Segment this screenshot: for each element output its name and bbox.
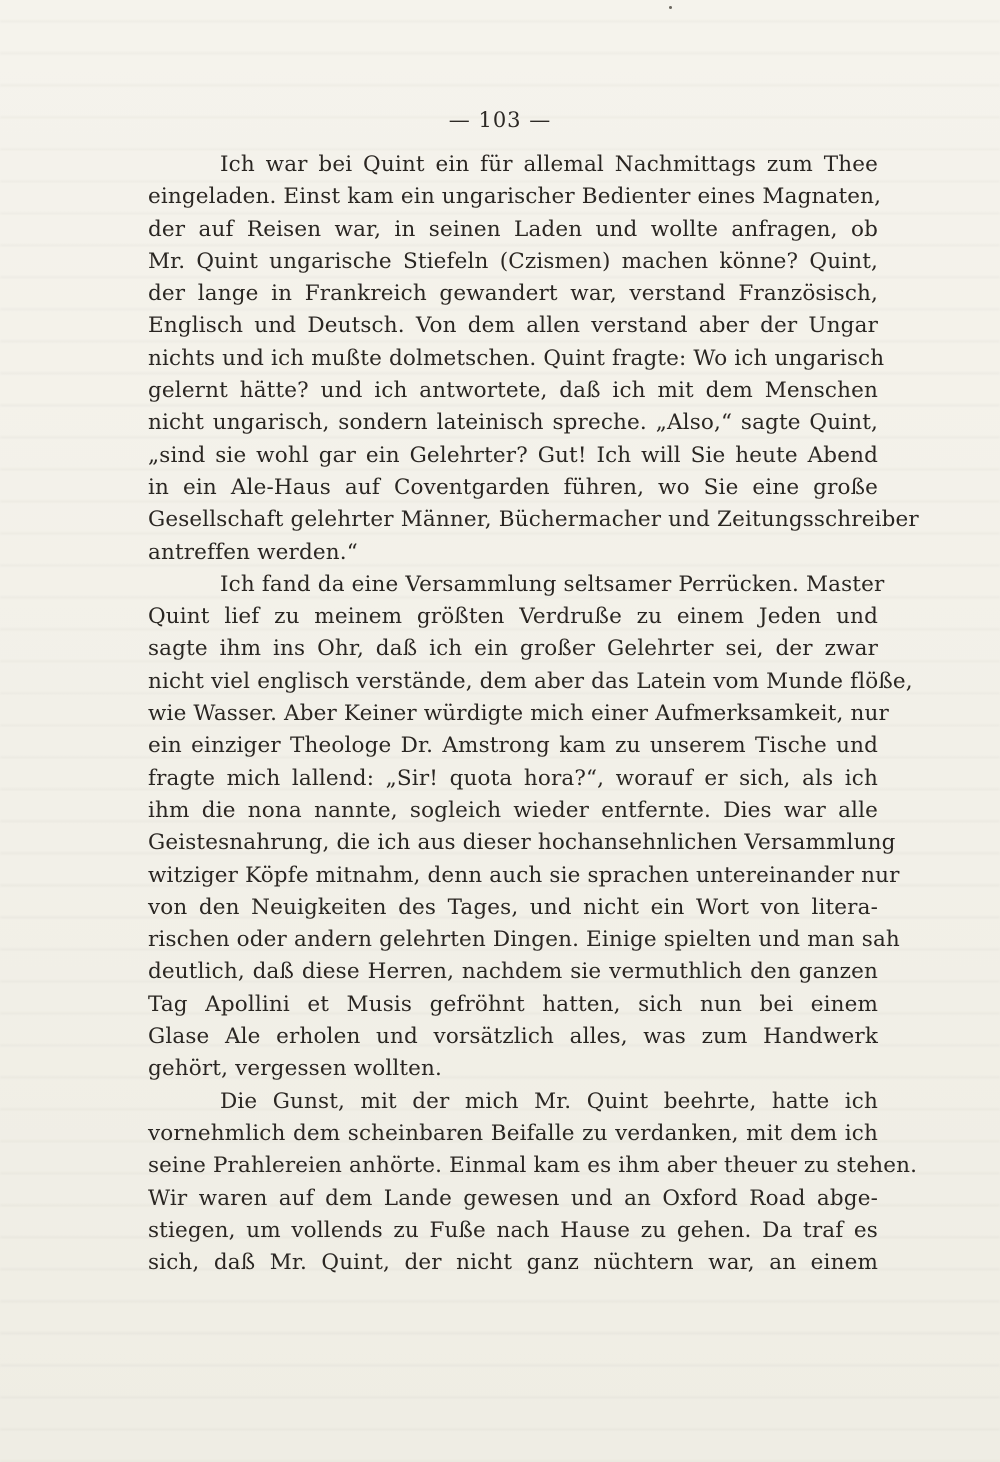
text-line: nicht ungarisch, sondern lateinisch spreche. „Also,“ sagte Quint, [148,410,878,436]
text-line: eingeladen. Einst kam ein ungarischer Bedienter eines Magnaten, [148,184,882,210]
body-text [148,149,919,1279]
text-line: Gesellschaft gelehrter Männer, Büchermacher und Zeitungsschreiber [148,507,919,533]
text-line: Wir waren auf dem Lande gewesen und an Oxford Road abge- [148,1185,878,1211]
text-line: Geistesnahrung, die ich aus dieser hochansehnlichen Versammlung [148,830,896,856]
text-line: sagte ihm ins Ohr, daß ich ein großer Gelehrter sei, der zwar [148,636,878,662]
text-line: ihm die nona nannte, sogleich wieder entfernte. Dies war alle [148,797,878,823]
text-line: sich, daß Mr. Quint, der nicht ganz nüchtern war, an einem [148,1250,878,1276]
text-line: Ich war bei Quint ein für allemal Nachmittags zum Thee [220,152,878,177]
text-line: ein einziger Theologe Dr. Amstrong kam zu unserem Tische und [148,733,878,759]
text-line: der auf Reisen war, in seinen Laden und wollte anfragen, ob [148,216,878,242]
text-line: deutlich, daß diese Herren, nachdem sie vermuthlich den ganzen [148,959,878,985]
text-line: Glase Ale erholen und vorsätzlich alles, was zum Handwerk [148,1024,878,1050]
text-line: Die Gunst, mit der mich Mr. Quint beehrte, hatte ich [220,1088,878,1114]
text-line: von den Neuigkeiten des Tages, und nicht ein Wort von litera- [148,894,878,920]
text-line: rischen oder andern gelehrten Dingen. Einige spielten und man sah [148,927,900,953]
text-line: der lange in Frankreich gewandert war, verstand Französisch, [148,281,878,307]
text-line: wie Wasser. Aber Keiner würdigte mich einer Aufmerksamkeit, nur [148,701,889,727]
text-line: fragte mich lallend: „Sir! quota hora?“, worauf er sich, als ich [148,765,878,791]
text-line: seine Prahlereien anhörte. Einmal kam es ihm aber theuer zu stehen. [148,1153,918,1179]
text-line: Englisch und Deutsch. Von dem allen verstand aber der Ungar [148,313,878,339]
text-line: vornehmlich dem scheinbaren Beifalle zu verdanken, mit dem ich [148,1120,878,1146]
text-line: nicht viel englisch verstände, dem aber das Latein vom Munde flöße, [148,668,913,694]
text-line: stiegen, um vollends zu Fuße nach Hause zu gehen. Da traf es [148,1217,878,1243]
paper-speck [669,6,672,9]
page-number: — 103 — [448,108,552,132]
text-line: nichts und ich mußte dolmetschen. Quint fragte: Wo ich ungarisch [148,345,885,371]
text-line: antreffen werden.“ [148,539,358,565]
text-line: in ein Ale-Haus auf Coventgarden führen, wo Sie eine große [148,474,878,500]
text-line: witziger Köpfe mitnahm, denn auch sie sprachen untereinander nur [148,862,900,888]
text-line: Mr. Quint ungarische Stiefeln (Czismen) machen könne? Quint, [148,248,878,274]
text-line: Quint lief zu meinem größten Verdruße zu einem Jeden und [148,604,878,630]
text-line: gelernt hätte? und ich antwortete, daß ich mit dem Menschen [148,378,878,404]
text-line: Tag Apollini et Musis gefröhnt hatten, sich nun bei einem [148,991,878,1017]
text-line: Ich fand da eine Versammlung seltsamer Perrücken. Master [220,571,885,597]
text-line: gehört, vergessen wollten. [148,1056,443,1082]
text-line: „sind sie wohl gar ein Gelehrter? Gut! Ich will Sie heute Abend [148,442,878,468]
